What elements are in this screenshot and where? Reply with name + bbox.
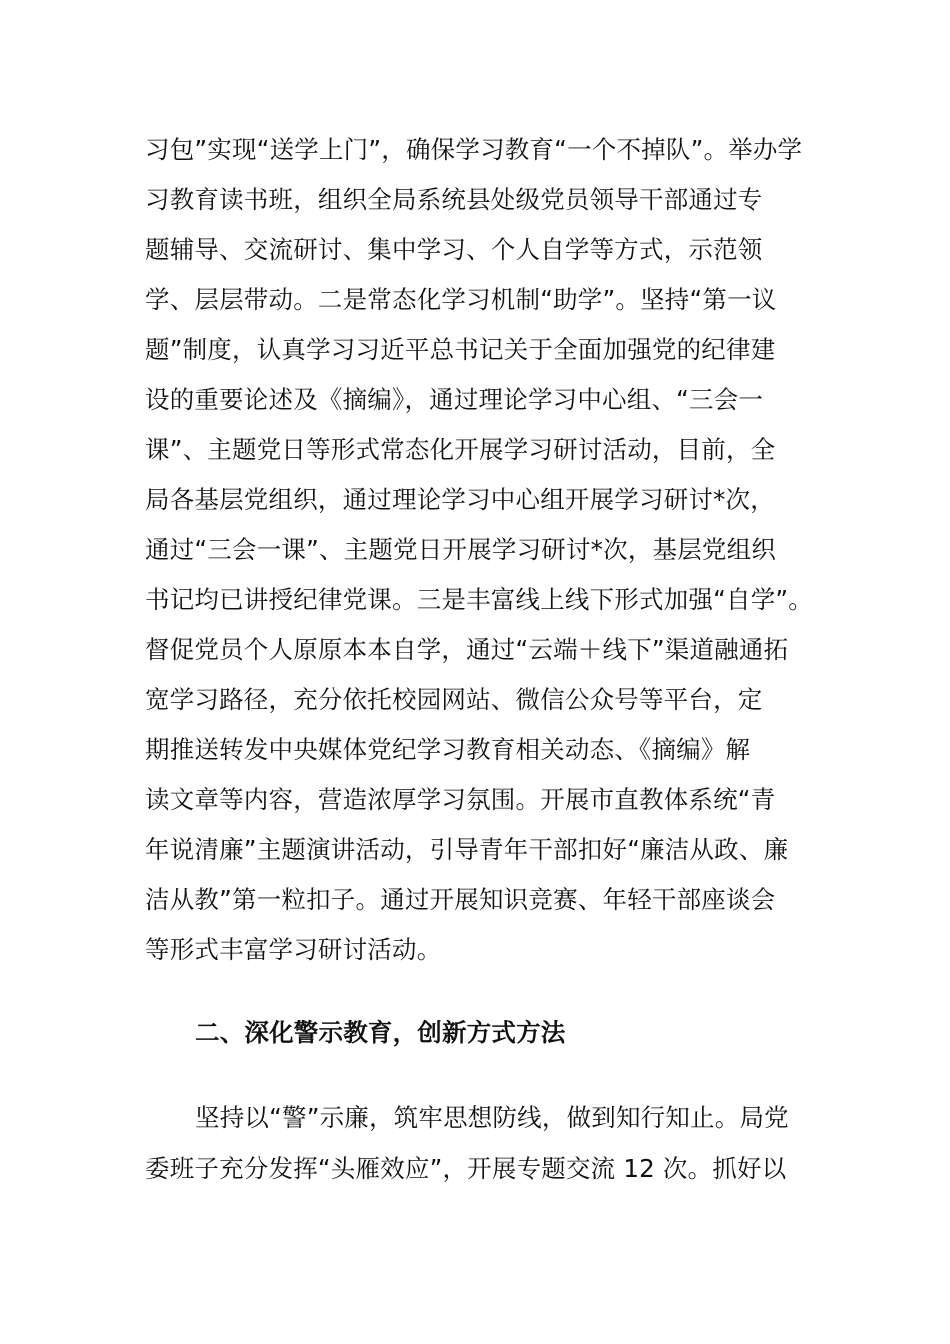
body-text-line: 等形式丰富学习研讨活动。 — [145, 935, 442, 964]
body-text-line: 洁从教”第一粒扣子。通过开展知识竞赛、年轻干部座谈会 — [145, 885, 776, 914]
body-text-line: 年说清廉”主题演讲活动，引导青年干部扣好“廉洁从政、廉 — [145, 835, 789, 864]
body-text-line: 学、层层带动。二是常态化学习机制“助学”。坚持“第一议 — [145, 285, 777, 314]
body-text-line: 期推送转发中央媒体党纪学习教育相关动态、《摘编》解 — [145, 735, 751, 764]
body-text-line: 宽学习路径，充分依托校园网站、微信公众号等平台，定 — [145, 685, 763, 714]
body-text-line: 读文章等内容，营造浓厚学习氛围。开展市直教体系统“青 — [145, 785, 776, 814]
body-text-line: 习包”实现“送学上门”，确保学习教育“一个不掉队”。举办学 — [145, 135, 803, 164]
body-text-line: 委班子充分发挥“头雁效应”，开展专题交流 12 次。抓好以 — [145, 1154, 787, 1183]
body-text-line: 设的重要论述及《摘编》，通过理论学习中心组、“三会一 — [145, 385, 764, 414]
body-text-line: 课”、主题党日等形式常态化开展学习研讨活动，目前，全 — [145, 435, 776, 464]
body-text-line: 通过“三会一课”、主题党日开展学习研讨*次，基层党组织 — [145, 535, 777, 564]
body-text-line: 题辅导、交流研讨、集中学习、个人自学等方式，示范领 — [145, 235, 763, 264]
section-heading: 二、深化警示教育，创新方式方法 — [195, 1018, 566, 1047]
body-text-line: 局各基层党组织，通过理论学习中心组开展学习研讨*次， — [145, 485, 775, 514]
body-text-line: 习教育读书班，组织全局系统县处级党员领导干部通过专 — [145, 185, 763, 214]
body-text-line: 督促党员个人原原本本自学，通过“云端＋线下”渠道融通拓 — [145, 635, 789, 664]
body-text-line: 题”制度，认真学习习近平总书记关于全面加强党的纪律建 — [145, 335, 776, 364]
body-text-line: 坚持以“警”示廉，筑牢思想防线，做到知行知止。局党 — [195, 1103, 789, 1132]
body-text-line: 书记均已讲授纪律党课。三是丰富线上线下形式加强“自学”。 — [145, 585, 813, 614]
